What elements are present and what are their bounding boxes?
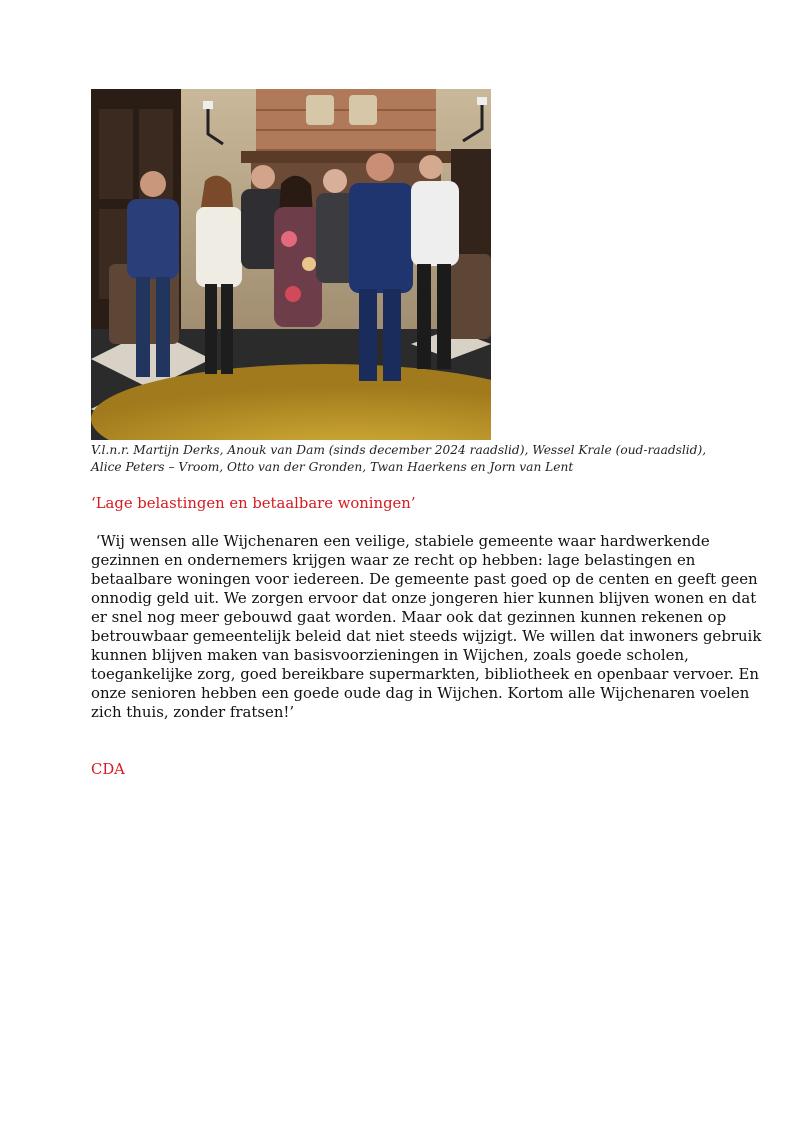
paragraph-line: betaalbare woningen voor iedereen. De gemeente past goed op de centen en geeft geen	[91, 570, 758, 588]
photo-caption	[91, 442, 731, 476]
paragraph-line: ‘Wij wensen alle Wijchenaren een veilige, stabiele gemeente waar hardwerkende	[91, 532, 710, 550]
quote-paragraph	[91, 532, 762, 722]
section-heading: ‘Lage belastingen en betaalbare woningen’	[91, 495, 416, 512]
paragraph-line: onnodig geld uit. We zorgen ervoor dat onze jongeren hier kunnen blijven wonen en dat	[91, 589, 757, 607]
caption-line: Alice Peters – Vroom, Otto van der Gronden, Twan Haerkens en Jorn van Lent	[91, 460, 574, 474]
paragraph-line: toegankelijke zorg, goed bereikbare supermarkten, bibliotheek en openbaar vervoer. En	[91, 665, 760, 683]
paragraph-line: gezinnen en ondernemers krijgen waar ze recht op hebben: lage belastingen en	[91, 551, 696, 569]
caption-line: V.l.n.r. Martijn Derks, Anouk van Dam (sinds december 2024 raadslid), Wessel Krale (oud-raadslid),	[91, 443, 707, 457]
party-name: CDA	[91, 761, 125, 778]
paragraph-line: zich thuis, zonder fratsen!’	[91, 703, 295, 721]
paragraph-line: er snel nog meer gebouwd gaat worden. Maar ook dat gezinnen kunnen rekenen op	[91, 608, 727, 626]
paragraph-line: kunnen blijven maken van basisvoorzieningen in Wijchen, zoals goede scholen,	[91, 646, 689, 664]
group-photo	[91, 89, 491, 440]
paragraph-line: onze senioren hebben een goede oude dag in Wijchen. Kortom alle Wijchenaren voelen	[91, 684, 750, 702]
paragraph-line: betrouwbaar gemeentelijk beleid dat niet steeds wijzigt. We willen dat inwoners gebruik	[91, 627, 762, 645]
